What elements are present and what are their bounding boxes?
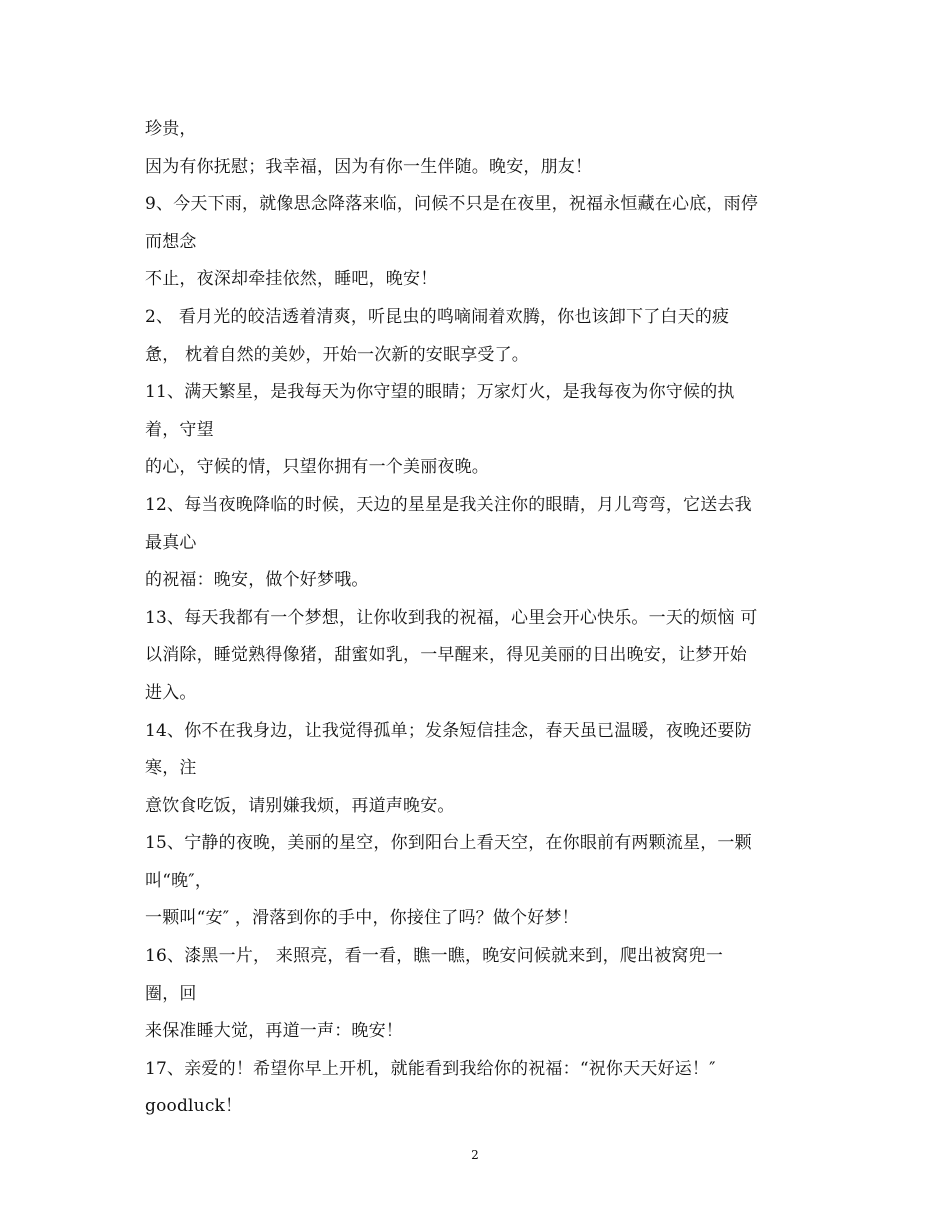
- text-line: 15、宁静的夜晚，美丽的星空，你到阳台上看天空，在你眼前有两颗流星，一颗: [145, 833, 752, 854]
- text-line: 的祝福：晚安，做个好梦哦。: [145, 570, 369, 591]
- text-line: 14、你不在我身边，让我觉得孤单；发条短信挂念，春天虽已温暖，夜晚还要防: [145, 720, 752, 741]
- text-line: 一颗叫“安″ ，滑落到你的手中，你接住了吗？做个好梦！: [145, 908, 579, 929]
- text-line: 着，守望: [145, 419, 214, 440]
- text-line: 珍贵，: [145, 119, 197, 139]
- text-line: 寒，注: [145, 758, 197, 779]
- page-body: [145, 111, 810, 1126]
- text-line: 意饮食吃饭，请别嫌我烦，再道声晚安。: [145, 795, 455, 816]
- text-line: 以消除，睡觉熟得像猪，甜蜜如乳，一早醒来，得见美丽的日出晚安，让梦开始: [145, 645, 747, 666]
- text-line: goodluck！: [145, 1096, 243, 1117]
- page-number: 2: [471, 1148, 479, 1162]
- text-line: 因为有你抚慰；我幸福，因为有你一生伴随。晚安，朋友！: [145, 156, 593, 177]
- text-line: 2、 看月光的皎洁透着清爽，听昆虫的鸣嘀闹着欢腾，你也该卸下了白天的疲: [145, 306, 730, 327]
- text-line: 16、漆黑一片， 来照亮，看一看，瞧一瞧，晚安问候就来到，爬出被窝兜一: [145, 946, 724, 967]
- text-line: 来保准睡大觉，再道一声：晚安！: [145, 1021, 403, 1042]
- text-line: 圈，回: [145, 983, 197, 1004]
- text-line: 17、亲爱的！希望你早上开机，就能看到我给你的祝福：“祝你天天好运！″: [145, 1058, 716, 1079]
- text-line: 叫“晚″，: [145, 870, 213, 891]
- text-line: 而想念: [145, 231, 197, 252]
- text-line: 最真心: [145, 532, 197, 553]
- text-line: 13、每天我都有一个梦想，让你收到我的祝福，心里会开心快乐。一天的烦恼 可: [145, 607, 758, 628]
- text-line: 的心，守候的情，只望你拥有一个美丽夜晚。: [145, 457, 489, 478]
- text-line: 惫， 枕着自然的美妙，开始一次新的安眠享受了。: [145, 344, 530, 365]
- text-line: 11、满天繁星，是我每天为你守望的眼睛；万家灯火，是我每夜为你守候的执: [145, 382, 735, 403]
- text-line: 不止，夜深却牵挂依然，睡吧，晚安！: [145, 269, 438, 290]
- text-line: 9、今天下雨，就像思念降落来临，问候不只是在夜里，祝福永恒藏在心底，雨停: [145, 194, 759, 215]
- text-line: 12、每当夜晚降临的时候，天边的星星是我关注你的眼睛，月儿弯弯，它送去我: [145, 494, 752, 515]
- text-line: 进入。: [145, 682, 197, 703]
